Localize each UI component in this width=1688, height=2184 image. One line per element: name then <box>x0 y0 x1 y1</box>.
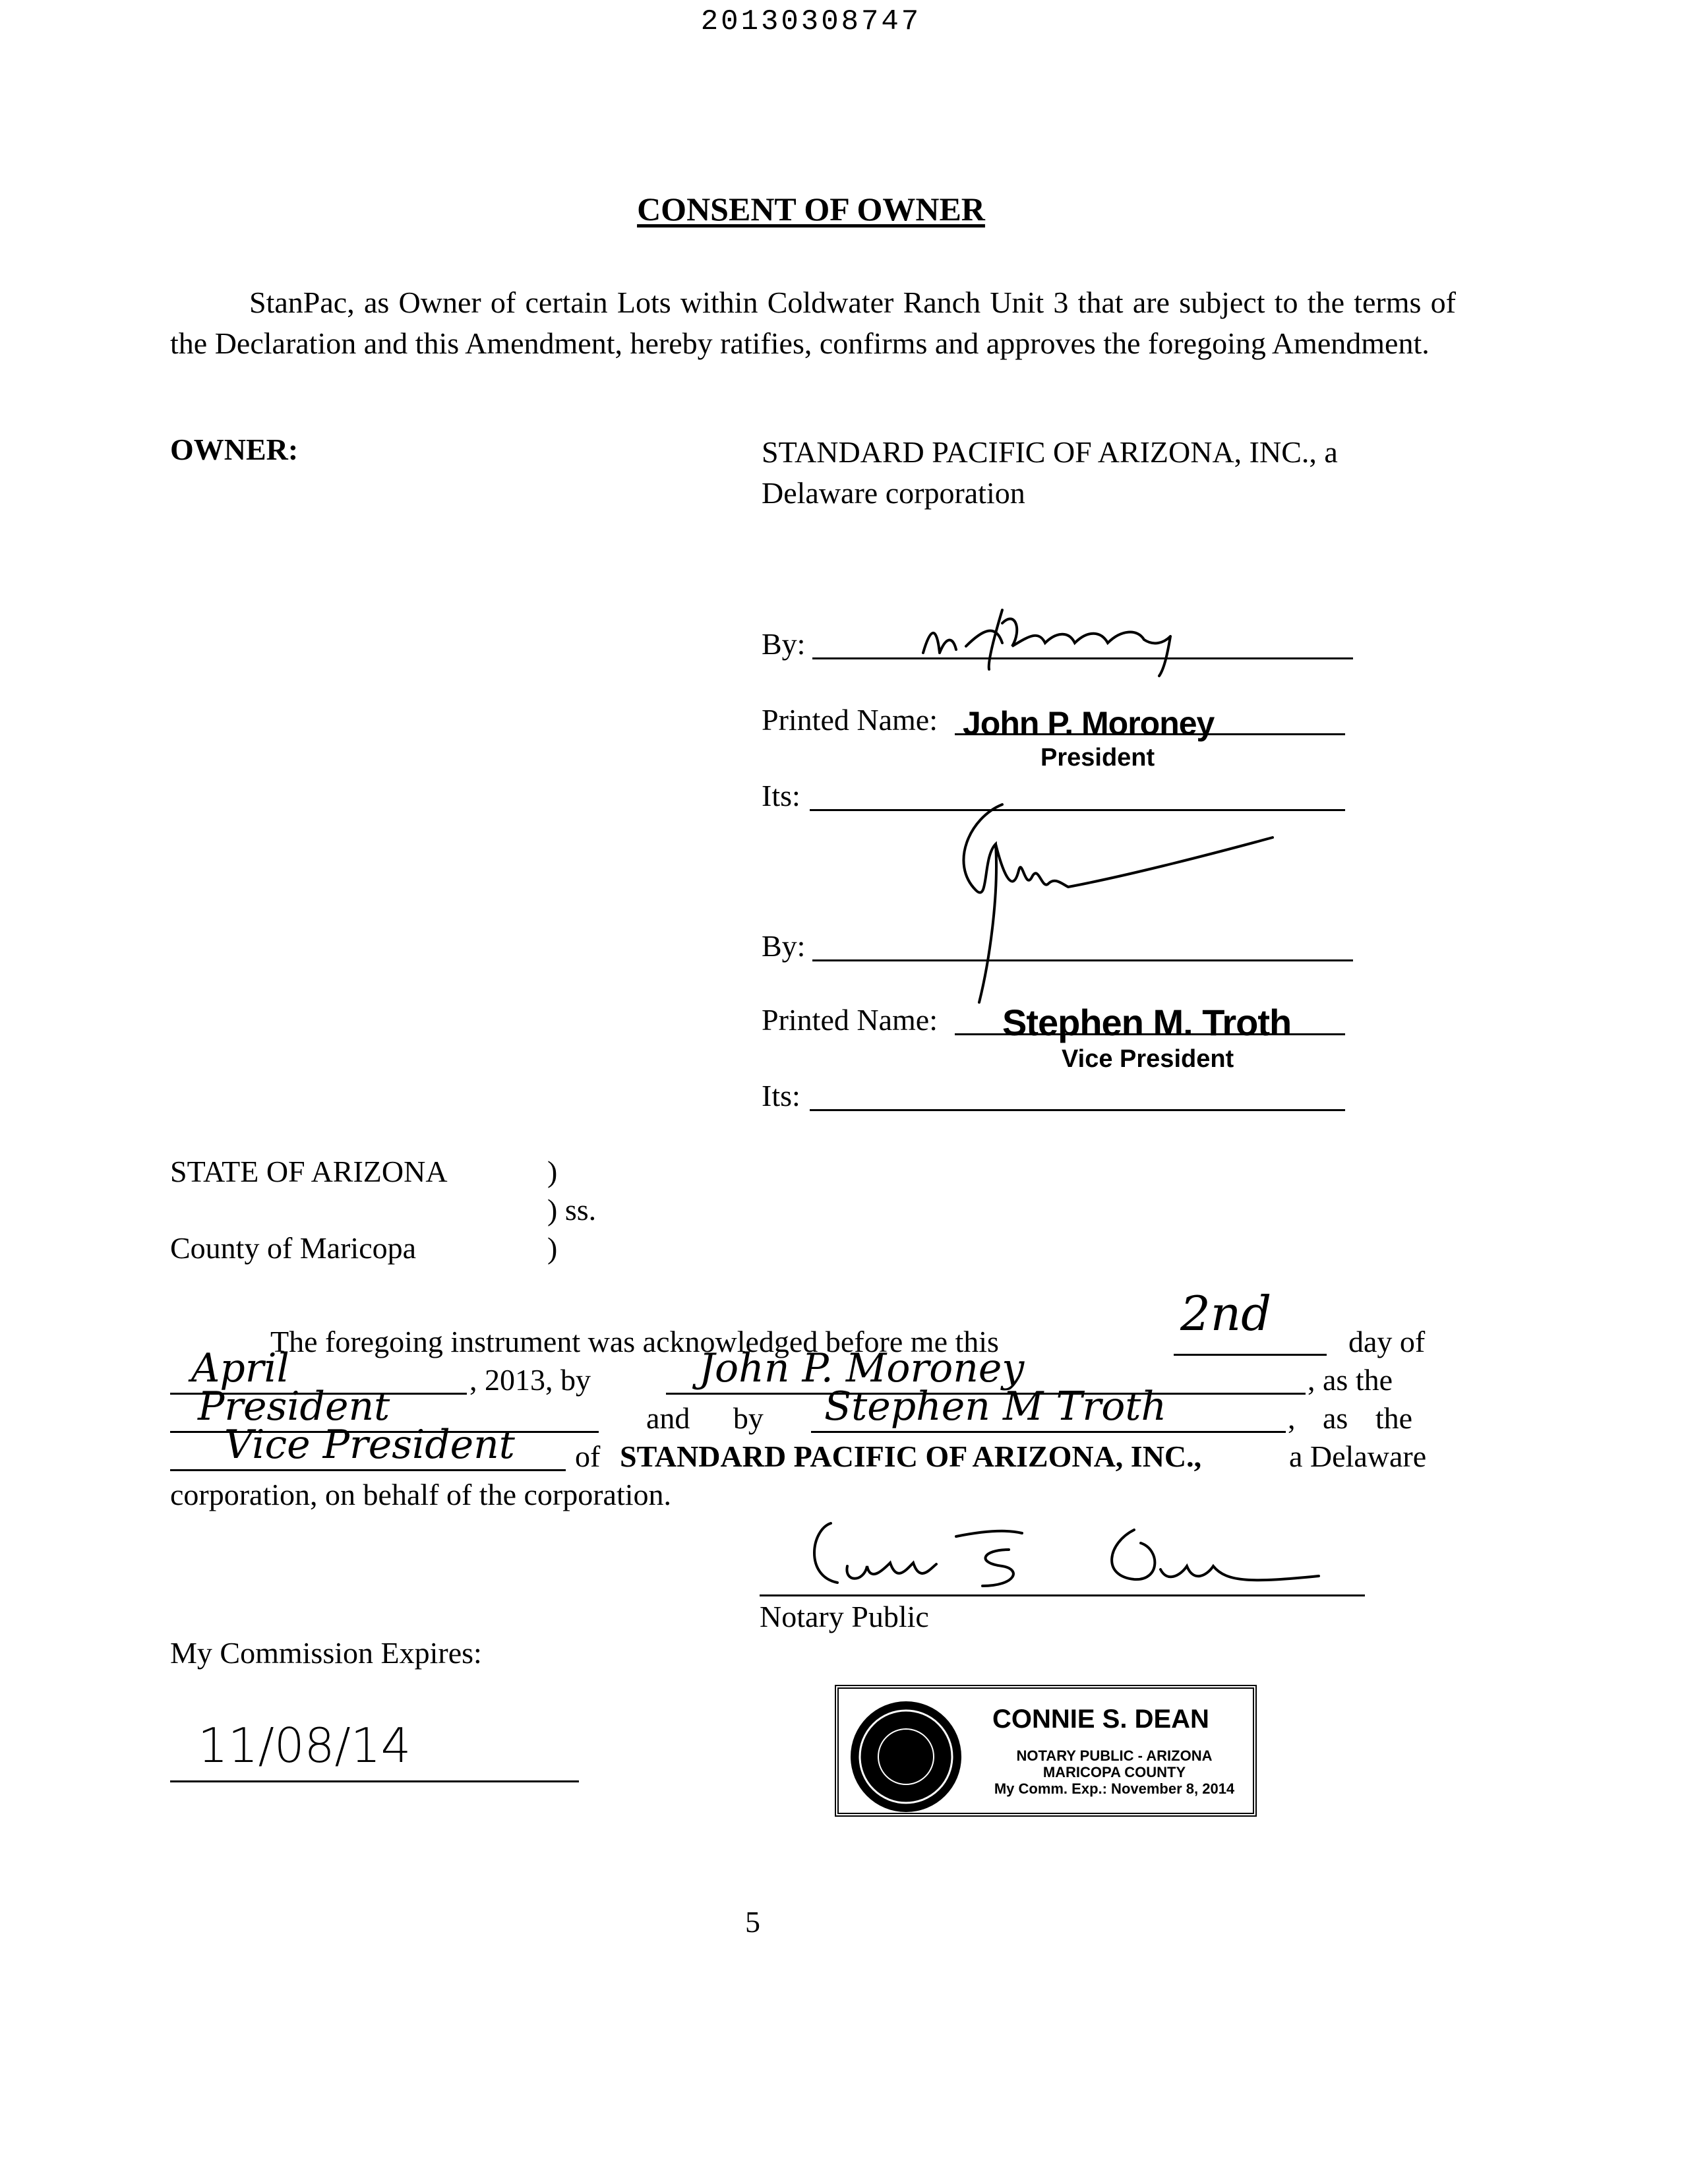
document-number: 20130308747 <box>700 5 922 38</box>
owner-name <box>762 432 1454 514</box>
ack-handwritten-day: 2nd <box>1180 1286 1272 1341</box>
ack-year: , 2013, by <box>469 1363 591 1397</box>
signature-notary <box>791 1503 1352 1602</box>
ack-handwritten-name1: John P. Moroney <box>699 1345 1025 1391</box>
owner-name-line1: STANDARD PACIFIC OF ARIZONA, INC., a <box>762 435 1338 469</box>
its-label-1: Its: <box>762 779 800 812</box>
signature-moroney <box>910 590 1213 682</box>
ack-day-line <box>1174 1354 1327 1356</box>
ack-handwritten-month: April <box>191 1345 289 1391</box>
by-label-2: By: <box>762 929 806 963</box>
notary-public-label: Notary Public <box>760 1600 929 1633</box>
page-number: 5 <box>745 1905 760 1939</box>
stamp-name: CONNIE S. DEAN <box>992 1705 1209 1734</box>
venue-paren-3: ) <box>547 1231 558 1265</box>
printed-name-label-2: Printed Name: <box>762 1003 938 1037</box>
signature-troth <box>923 791 1292 1009</box>
commission-line <box>170 1780 579 1782</box>
its-label-2: Its: <box>762 1079 800 1112</box>
venue-state: STATE OF ARIZONA <box>170 1155 448 1188</box>
ack-title2-line <box>170 1469 566 1471</box>
ack-handwritten-name2: Stephen M Troth <box>824 1383 1167 1430</box>
commission-expires-label: My Commission Expires: <box>170 1636 482 1670</box>
ack-line2-end: , as the <box>1308 1363 1393 1397</box>
owner-name-line2: Delaware corporation <box>762 476 1025 510</box>
venue-ss: ) ss. <box>547 1193 597 1227</box>
by-label-1: By: <box>762 627 806 661</box>
ack-name2-line <box>811 1431 1286 1433</box>
notary-seal <box>851 1701 961 1812</box>
ack-line3-end: , as the <box>1288 1401 1413 1435</box>
ack-line1-start: The foregoing instrument was acknowledged before me this <box>270 1325 999 1358</box>
ack-line5: corporation, on behalf of the corporation. <box>170 1478 672 1511</box>
venue-county: County of Maricopa <box>170 1231 417 1265</box>
stamp-line-1: NOTARY PUBLIC - ARIZONA <box>1016 1747 1213 1764</box>
ack-handwritten-title2: Vice President <box>224 1422 515 1468</box>
ack-company: STANDARD PACIFIC OF ARIZONA, INC., <box>620 1440 1202 1473</box>
ack-line3-mid: and by <box>646 1401 764 1435</box>
notary-signature-line <box>760 1594 1365 1596</box>
signature-line-2 <box>812 959 1353 961</box>
owner-label: OWNER: <box>170 433 299 466</box>
ack-of: of <box>575 1440 601 1473</box>
page-title: CONSENT OF OWNER <box>637 191 985 228</box>
consent-paragraph: StanPac, as Owner of certain Lots within Coldwater Ranch Unit 3 that are subject to the terms of the Declaration and this Amendment, hereby ratifies, confirms and approves the foregoing Amendment. <box>170 286 1456 360</box>
commission-date: 11/08/14 <box>198 1718 411 1773</box>
stamp-line-2: MARICOPA COUNTY <box>1042 1764 1186 1780</box>
printed-name-label-1: Printed Name: <box>762 703 938 737</box>
venue-paren-1: ) <box>547 1155 558 1188</box>
its-line-2 <box>810 1109 1345 1111</box>
stamp-line-3: My Comm. Exp.: November 8, 2014 <box>994 1780 1235 1797</box>
printed-name-1: John P. Moroney <box>963 705 1215 742</box>
printed-name-2: Stephen M. Troth <box>1002 1002 1292 1043</box>
printed-title-2: Vice President <box>1062 1045 1234 1073</box>
printed-title-1: President <box>1040 744 1155 772</box>
ack-line4-end: a Delaware <box>1289 1440 1427 1473</box>
ack-line1-end: day of <box>1348 1325 1426 1358</box>
ack-handwritten-title1: President <box>198 1383 390 1430</box>
